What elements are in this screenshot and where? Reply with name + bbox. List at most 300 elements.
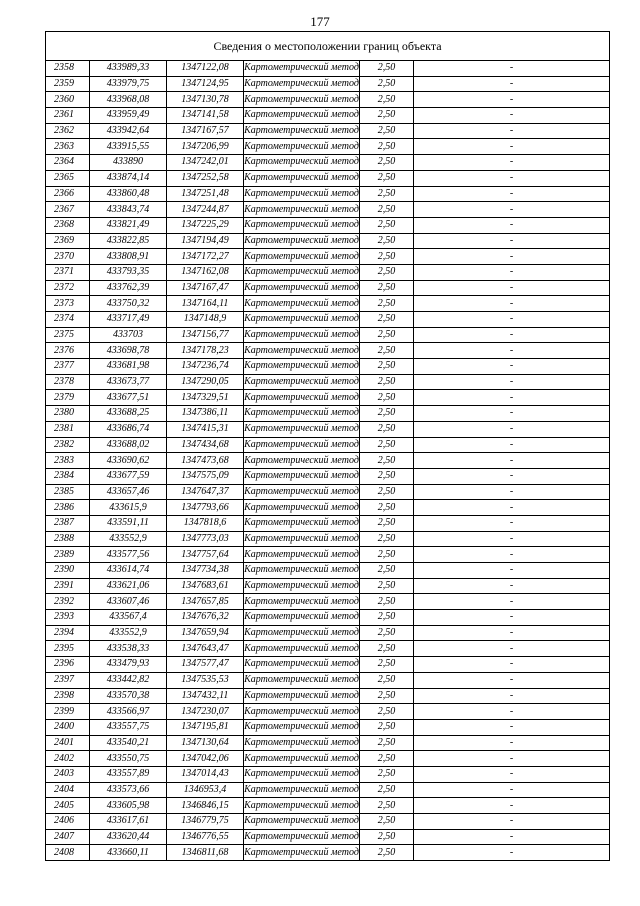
table-body — [46, 61, 610, 861]
description-cell: - — [414, 641, 610, 657]
x-coordinate-cell: 433686,74 — [90, 421, 167, 437]
table-row — [46, 186, 610, 202]
table-row — [46, 657, 610, 673]
table-row — [46, 155, 610, 171]
accuracy-cell: 2,50 — [360, 641, 414, 657]
point-number-cell: 2369 — [46, 233, 90, 249]
method-cell: Картометрический метод — [244, 155, 360, 171]
method-cell: Картометрический метод — [244, 578, 360, 594]
accuracy-cell: 2,50 — [360, 563, 414, 579]
x-coordinate-cell: 433607,46 — [90, 594, 167, 610]
accuracy-cell: 2,50 — [360, 657, 414, 673]
table-row — [46, 751, 610, 767]
point-number-cell: 2403 — [46, 766, 90, 782]
accuracy-cell: 2,50 — [360, 453, 414, 469]
accuracy-cell: 2,50 — [360, 139, 414, 155]
point-number-cell: 2392 — [46, 594, 90, 610]
table-row — [46, 406, 610, 422]
point-number-cell: 2378 — [46, 374, 90, 390]
x-coordinate-cell: 433573,66 — [90, 782, 167, 798]
x-coordinate-cell: 433690,62 — [90, 453, 167, 469]
method-cell: Картометрический метод — [244, 92, 360, 108]
x-coordinate-cell: 433959,49 — [90, 108, 167, 124]
y-coordinate-cell: 1347014,43 — [167, 766, 244, 782]
description-cell: - — [414, 155, 610, 171]
y-coordinate-cell: 1347535,53 — [167, 672, 244, 688]
point-number-cell: 2363 — [46, 139, 90, 155]
method-cell: Картометрический метод — [244, 468, 360, 484]
point-number-cell: 2358 — [46, 61, 90, 77]
point-number-cell: 2361 — [46, 108, 90, 124]
y-coordinate-cell: 1347575,09 — [167, 468, 244, 484]
method-cell: Картометрический метод — [244, 484, 360, 500]
y-coordinate-cell: 1347432,11 — [167, 688, 244, 704]
x-coordinate-cell: 433570,38 — [90, 688, 167, 704]
point-number-cell: 2389 — [46, 547, 90, 563]
point-number-cell: 2394 — [46, 625, 90, 641]
y-coordinate-cell: 1347141,58 — [167, 108, 244, 124]
x-coordinate-cell: 433750,32 — [90, 296, 167, 312]
x-coordinate-cell: 433615,9 — [90, 500, 167, 516]
description-cell: - — [414, 704, 610, 720]
point-number-cell: 2407 — [46, 829, 90, 845]
accuracy-cell: 2,50 — [360, 421, 414, 437]
table-row — [46, 578, 610, 594]
description-cell: - — [414, 547, 610, 563]
y-coordinate-cell: 1347124,95 — [167, 76, 244, 92]
accuracy-cell: 2,50 — [360, 610, 414, 626]
y-coordinate-cell: 1347643,47 — [167, 641, 244, 657]
accuracy-cell: 2,50 — [360, 814, 414, 830]
x-coordinate-cell: 433989,33 — [90, 61, 167, 77]
y-coordinate-cell: 1346776,55 — [167, 829, 244, 845]
description-cell: - — [414, 814, 610, 830]
description-cell: - — [414, 688, 610, 704]
accuracy-cell: 2,50 — [360, 704, 414, 720]
point-number-cell: 2368 — [46, 217, 90, 233]
accuracy-cell: 2,50 — [360, 751, 414, 767]
description-cell: - — [414, 406, 610, 422]
y-coordinate-cell: 1347793,66 — [167, 500, 244, 516]
x-coordinate-cell: 433860,48 — [90, 186, 167, 202]
table-row — [46, 500, 610, 516]
y-coordinate-cell: 1347773,03 — [167, 531, 244, 547]
method-cell: Картометрический метод — [244, 719, 360, 735]
y-coordinate-cell: 1346779,75 — [167, 814, 244, 830]
method-cell: Картометрический метод — [244, 704, 360, 720]
description-cell: - — [414, 343, 610, 359]
method-cell: Картометрический метод — [244, 327, 360, 343]
accuracy-cell: 2,50 — [360, 437, 414, 453]
description-cell: - — [414, 719, 610, 735]
table-row — [46, 782, 610, 798]
method-cell: Картометрический метод — [244, 798, 360, 814]
method-cell: Картометрический метод — [244, 735, 360, 751]
table-row — [46, 704, 610, 720]
description-cell: - — [414, 327, 610, 343]
method-cell: Картометрический метод — [244, 657, 360, 673]
y-coordinate-cell: 1347577,47 — [167, 657, 244, 673]
point-number-cell: 2386 — [46, 500, 90, 516]
page-number: 177 — [310, 14, 330, 29]
method-cell: Картометрический метод — [244, 61, 360, 77]
x-coordinate-cell: 433822,85 — [90, 233, 167, 249]
table-row — [46, 547, 610, 563]
method-cell: Картометрический метод — [244, 108, 360, 124]
y-coordinate-cell: 1347676,32 — [167, 610, 244, 626]
accuracy-cell: 2,50 — [360, 390, 414, 406]
table-row — [46, 296, 610, 312]
table-row — [46, 437, 610, 453]
table-row — [46, 217, 610, 233]
description-cell: - — [414, 625, 610, 641]
description-cell: - — [414, 515, 610, 531]
method-cell: Картометрический метод — [244, 359, 360, 375]
x-coordinate-cell: 433577,56 — [90, 547, 167, 563]
accuracy-cell: 2,50 — [360, 296, 414, 312]
method-cell: Картометрический метод — [244, 594, 360, 610]
y-coordinate-cell: 1347290,05 — [167, 374, 244, 390]
x-coordinate-cell: 433942,64 — [90, 123, 167, 139]
point-number-cell: 2405 — [46, 798, 90, 814]
x-coordinate-cell: 433874,14 — [90, 170, 167, 186]
description-cell: - — [414, 123, 610, 139]
y-coordinate-cell: 1346811,68 — [167, 845, 244, 861]
description-cell: - — [414, 766, 610, 782]
accuracy-cell: 2,50 — [360, 531, 414, 547]
x-coordinate-cell: 433540,21 — [90, 735, 167, 751]
method-cell: Картометрический метод — [244, 563, 360, 579]
table-row — [46, 625, 610, 641]
point-number-cell: 2408 — [46, 845, 90, 861]
table-row — [46, 264, 610, 280]
table-row — [46, 719, 610, 735]
x-coordinate-cell: 433550,75 — [90, 751, 167, 767]
method-cell: Картометрический метод — [244, 217, 360, 233]
table-title-row — [46, 32, 610, 61]
y-coordinate-cell: 1347167,47 — [167, 280, 244, 296]
x-coordinate-cell: 433673,77 — [90, 374, 167, 390]
method-cell: Картометрический метод — [244, 515, 360, 531]
y-coordinate-cell: 1347148,9 — [167, 312, 244, 328]
table-row — [46, 108, 610, 124]
x-coordinate-cell: 433979,75 — [90, 76, 167, 92]
y-coordinate-cell: 1347230,07 — [167, 704, 244, 720]
point-number-cell: 2359 — [46, 76, 90, 92]
point-number-cell: 2365 — [46, 170, 90, 186]
description-cell: - — [414, 751, 610, 767]
method-cell: Картометрический метод — [244, 312, 360, 328]
x-coordinate-cell: 433442,82 — [90, 672, 167, 688]
x-coordinate-cell: 433677,51 — [90, 390, 167, 406]
y-coordinate-cell: 1347659,94 — [167, 625, 244, 641]
method-cell: Картометрический метод — [244, 672, 360, 688]
x-coordinate-cell: 433677,59 — [90, 468, 167, 484]
y-coordinate-cell: 1347167,57 — [167, 123, 244, 139]
point-number-cell: 2400 — [46, 719, 90, 735]
y-coordinate-cell: 1347252,58 — [167, 170, 244, 186]
accuracy-cell: 2,50 — [360, 92, 414, 108]
description-cell: - — [414, 61, 610, 77]
point-number-cell: 2376 — [46, 343, 90, 359]
accuracy-cell: 2,50 — [360, 735, 414, 751]
table-row — [46, 233, 610, 249]
accuracy-cell: 2,50 — [360, 547, 414, 563]
x-coordinate-cell: 433717,49 — [90, 312, 167, 328]
accuracy-cell: 2,50 — [360, 845, 414, 861]
x-coordinate-cell: 433681,98 — [90, 359, 167, 375]
point-number-cell: 2360 — [46, 92, 90, 108]
table-row — [46, 390, 610, 406]
description-cell: - — [414, 782, 610, 798]
point-number-cell: 2370 — [46, 249, 90, 265]
method-cell: Картометрический метод — [244, 766, 360, 782]
table-row — [46, 453, 610, 469]
table-row — [46, 280, 610, 296]
method-cell: Картометрический метод — [244, 264, 360, 280]
method-cell: Картометрический метод — [244, 186, 360, 202]
point-number-cell: 2391 — [46, 578, 90, 594]
table-row — [46, 139, 610, 155]
accuracy-cell: 2,50 — [360, 186, 414, 202]
description-cell: - — [414, 594, 610, 610]
accuracy-cell: 2,50 — [360, 233, 414, 249]
point-number-cell: 2390 — [46, 563, 90, 579]
method-cell: Картометрический метод — [244, 437, 360, 453]
method-cell: Картометрический метод — [244, 233, 360, 249]
method-cell: Картометрический метод — [244, 625, 360, 641]
table-row — [46, 563, 610, 579]
point-number-cell: 2372 — [46, 280, 90, 296]
y-coordinate-cell: 1347164,11 — [167, 296, 244, 312]
method-cell: Картометрический метод — [244, 829, 360, 845]
table-row — [46, 766, 610, 782]
point-number-cell: 2364 — [46, 155, 90, 171]
description-cell: - — [414, 657, 610, 673]
x-coordinate-cell: 433621,06 — [90, 578, 167, 594]
y-coordinate-cell: 1347386,11 — [167, 406, 244, 422]
point-number-cell: 2401 — [46, 735, 90, 751]
method-cell: Картометрический метод — [244, 249, 360, 265]
accuracy-cell: 2,50 — [360, 264, 414, 280]
description-cell: - — [414, 531, 610, 547]
point-number-cell: 2387 — [46, 515, 90, 531]
description-cell: - — [414, 280, 610, 296]
y-coordinate-cell: 1347251,48 — [167, 186, 244, 202]
accuracy-cell: 2,50 — [360, 217, 414, 233]
description-cell: - — [414, 798, 610, 814]
table-row — [46, 312, 610, 328]
table-row — [46, 249, 610, 265]
y-coordinate-cell: 1347734,38 — [167, 563, 244, 579]
accuracy-cell: 2,50 — [360, 61, 414, 77]
point-number-cell: 2373 — [46, 296, 90, 312]
table-row — [46, 343, 610, 359]
table-row — [46, 735, 610, 751]
y-coordinate-cell: 1347242,01 — [167, 155, 244, 171]
method-cell: Картометрический метод — [244, 688, 360, 704]
y-coordinate-cell: 1347178,23 — [167, 343, 244, 359]
point-number-cell: 2383 — [46, 453, 90, 469]
method-cell: Картометрический метод — [244, 76, 360, 92]
y-coordinate-cell: 1347329,51 — [167, 390, 244, 406]
y-coordinate-cell: 1346953,4 — [167, 782, 244, 798]
table-row — [46, 359, 610, 375]
y-coordinate-cell: 1347683,61 — [167, 578, 244, 594]
accuracy-cell: 2,50 — [360, 202, 414, 218]
boundary-coordinates-table — [45, 31, 610, 861]
table-row — [46, 829, 610, 845]
method-cell: Картометрический метод — [244, 500, 360, 516]
table-row — [46, 327, 610, 343]
table-row — [46, 515, 610, 531]
description-cell: - — [414, 468, 610, 484]
accuracy-cell: 2,50 — [360, 155, 414, 171]
description-cell: - — [414, 92, 610, 108]
table-row — [46, 688, 610, 704]
x-coordinate-cell: 433688,25 — [90, 406, 167, 422]
table-row — [46, 202, 610, 218]
method-cell: Картометрический метод — [244, 296, 360, 312]
description-cell: - — [414, 202, 610, 218]
y-coordinate-cell: 1347172,27 — [167, 249, 244, 265]
y-coordinate-cell: 1347122,08 — [167, 61, 244, 77]
table-row — [46, 672, 610, 688]
description-cell: - — [414, 672, 610, 688]
y-coordinate-cell: 1347156,77 — [167, 327, 244, 343]
table-row — [46, 798, 610, 814]
accuracy-cell: 2,50 — [360, 766, 414, 782]
table-row — [46, 484, 610, 500]
accuracy-cell: 2,50 — [360, 578, 414, 594]
accuracy-cell: 2,50 — [360, 312, 414, 328]
description-cell: - — [414, 374, 610, 390]
y-coordinate-cell: 1347194,49 — [167, 233, 244, 249]
description-cell: - — [414, 186, 610, 202]
y-coordinate-cell: 1347162,08 — [167, 264, 244, 280]
x-coordinate-cell: 433821,49 — [90, 217, 167, 233]
x-coordinate-cell: 433620,44 — [90, 829, 167, 845]
x-coordinate-cell: 433479,93 — [90, 657, 167, 673]
point-number-cell: 2382 — [46, 437, 90, 453]
method-cell: Картометрический метод — [244, 280, 360, 296]
accuracy-cell: 2,50 — [360, 76, 414, 92]
table-row — [46, 531, 610, 547]
description-cell: - — [414, 829, 610, 845]
table-row — [46, 374, 610, 390]
accuracy-cell: 2,50 — [360, 782, 414, 798]
y-coordinate-cell: 1347042,06 — [167, 751, 244, 767]
y-coordinate-cell: 1347657,85 — [167, 594, 244, 610]
accuracy-cell: 2,50 — [360, 798, 414, 814]
point-number-cell: 2399 — [46, 704, 90, 720]
x-coordinate-cell: 433843,74 — [90, 202, 167, 218]
y-coordinate-cell: 1347647,37 — [167, 484, 244, 500]
description-cell: - — [414, 217, 610, 233]
point-number-cell: 2377 — [46, 359, 90, 375]
x-coordinate-cell: 433915,55 — [90, 139, 167, 155]
method-cell: Картометрический метод — [244, 343, 360, 359]
x-coordinate-cell: 433566,97 — [90, 704, 167, 720]
point-number-cell: 2395 — [46, 641, 90, 657]
x-coordinate-cell: 433538,33 — [90, 641, 167, 657]
accuracy-cell: 2,50 — [360, 359, 414, 375]
y-coordinate-cell: 1347225,29 — [167, 217, 244, 233]
description-cell: - — [414, 296, 610, 312]
description-cell: - — [414, 484, 610, 500]
method-cell: Картометрический метод — [244, 845, 360, 861]
point-number-cell: 2367 — [46, 202, 90, 218]
point-number-cell: 2374 — [46, 312, 90, 328]
method-cell: Картометрический метод — [244, 139, 360, 155]
description-cell: - — [414, 735, 610, 751]
accuracy-cell: 2,50 — [360, 327, 414, 343]
accuracy-cell: 2,50 — [360, 170, 414, 186]
method-cell: Картометрический метод — [244, 453, 360, 469]
accuracy-cell: 2,50 — [360, 280, 414, 296]
x-coordinate-cell: 433793,35 — [90, 264, 167, 280]
method-cell: Картометрический метод — [244, 123, 360, 139]
y-coordinate-cell: 1347244,87 — [167, 202, 244, 218]
accuracy-cell: 2,50 — [360, 374, 414, 390]
method-cell: Картометрический метод — [244, 421, 360, 437]
x-coordinate-cell: 433657,46 — [90, 484, 167, 500]
description-cell: - — [414, 437, 610, 453]
y-coordinate-cell: 1347130,78 — [167, 92, 244, 108]
point-number-cell: 2393 — [46, 610, 90, 626]
point-number-cell: 2397 — [46, 672, 90, 688]
table-row — [46, 170, 610, 186]
accuracy-cell: 2,50 — [360, 343, 414, 359]
x-coordinate-cell: 433557,89 — [90, 766, 167, 782]
y-coordinate-cell: 1347757,64 — [167, 547, 244, 563]
accuracy-cell: 2,50 — [360, 829, 414, 845]
accuracy-cell: 2,50 — [360, 500, 414, 516]
table-title: Сведения о местоположении границ объекта — [46, 32, 610, 61]
description-cell: - — [414, 421, 610, 437]
method-cell: Картометрический метод — [244, 390, 360, 406]
table-row — [46, 594, 610, 610]
point-number-cell: 2375 — [46, 327, 90, 343]
accuracy-cell: 2,50 — [360, 468, 414, 484]
method-cell: Картометрический метод — [244, 170, 360, 186]
table-row — [46, 61, 610, 77]
description-cell: - — [414, 233, 610, 249]
x-coordinate-cell: 433698,78 — [90, 343, 167, 359]
y-coordinate-cell: 1347206,99 — [167, 139, 244, 155]
point-number-cell: 2385 — [46, 484, 90, 500]
description-cell: - — [414, 500, 610, 516]
method-cell: Картометрический метод — [244, 406, 360, 422]
table-row — [46, 641, 610, 657]
table-row — [46, 845, 610, 861]
point-number-cell: 2396 — [46, 657, 90, 673]
method-cell: Картометрический метод — [244, 782, 360, 798]
accuracy-cell: 2,50 — [360, 515, 414, 531]
accuracy-cell: 2,50 — [360, 672, 414, 688]
y-coordinate-cell: 1346846,15 — [167, 798, 244, 814]
x-coordinate-cell: 433617,61 — [90, 814, 167, 830]
x-coordinate-cell: 433890 — [90, 155, 167, 171]
point-number-cell: 2379 — [46, 390, 90, 406]
description-cell: - — [414, 264, 610, 280]
method-cell: Картометрический метод — [244, 531, 360, 547]
x-coordinate-cell: 433567,4 — [90, 610, 167, 626]
x-coordinate-cell: 433557,75 — [90, 719, 167, 735]
description-cell: - — [414, 76, 610, 92]
description-cell: - — [414, 359, 610, 375]
method-cell: Картометрический метод — [244, 547, 360, 563]
